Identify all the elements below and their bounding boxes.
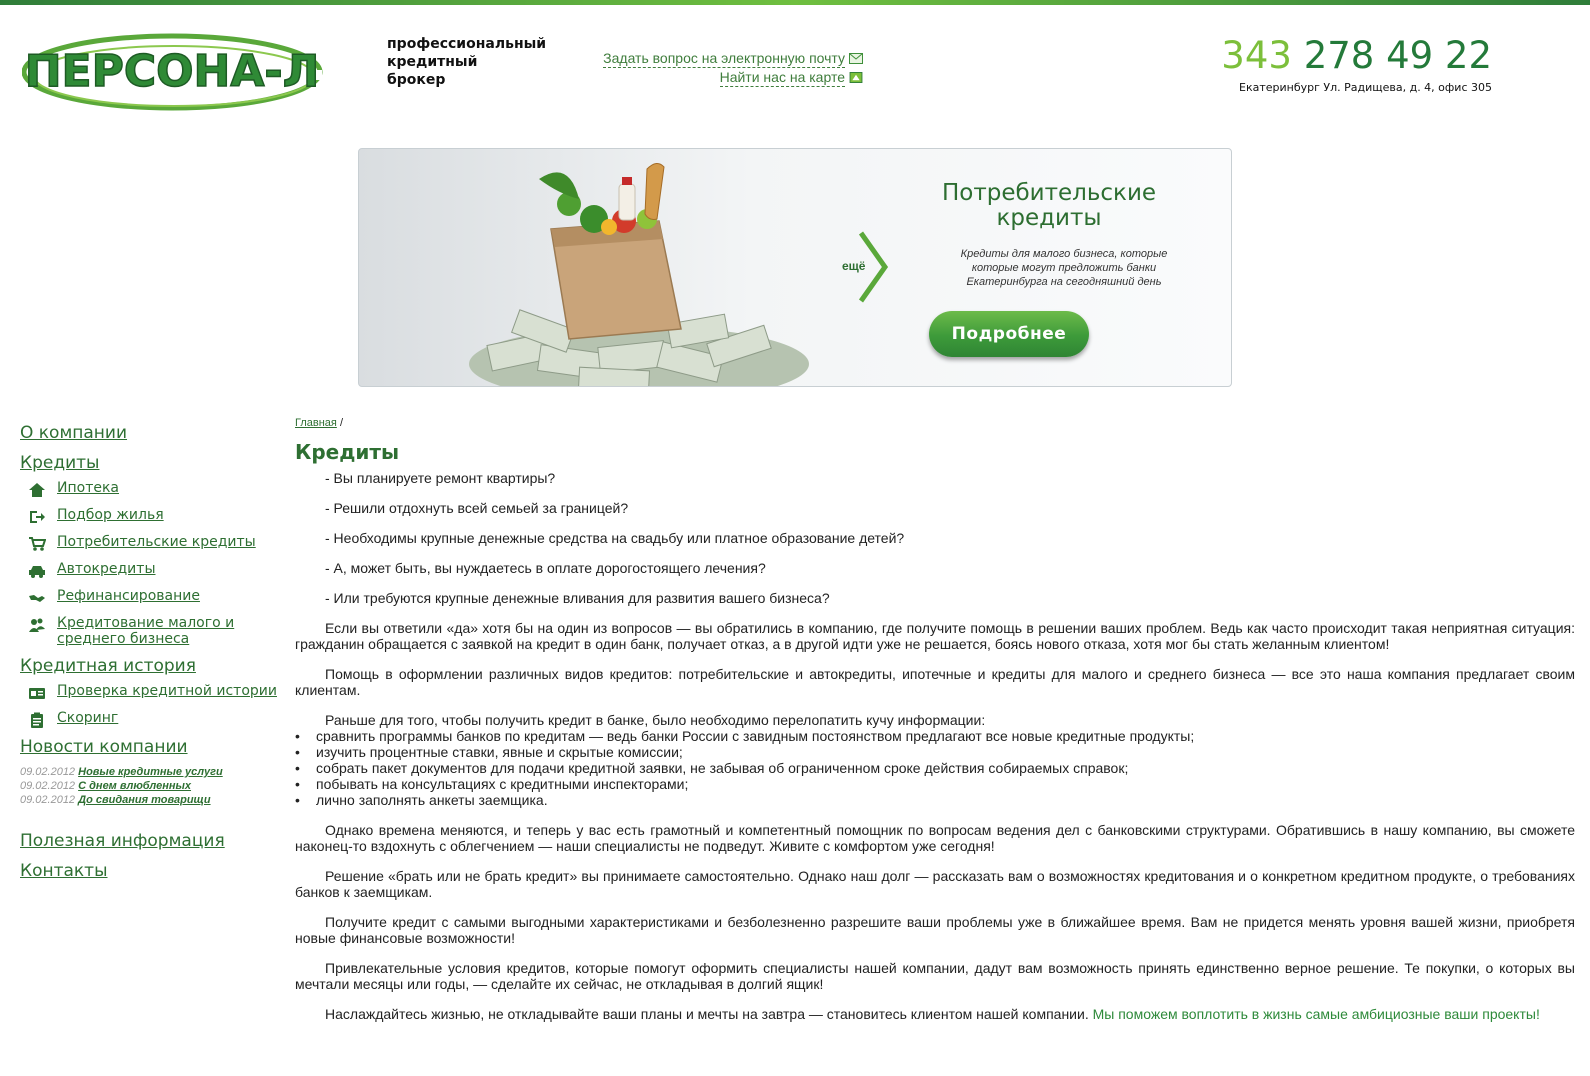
clipboard-icon bbox=[28, 712, 46, 728]
news-list bbox=[20, 765, 280, 807]
credits-submenu bbox=[20, 480, 280, 647]
cart-icon bbox=[28, 536, 46, 552]
paragraph: Раньше для того, чтобы получить кредит в банке, было необходимо перелопатить кучу информации: bbox=[325, 712, 986, 728]
sidebar-nav bbox=[20, 423, 280, 891]
news-item bbox=[20, 779, 280, 793]
sidebar-item-auto[interactable] bbox=[20, 561, 280, 579]
address: Екатеринбург Ул. Радищева, д. 4, офис 305 bbox=[1239, 81, 1492, 94]
car-icon bbox=[28, 563, 46, 579]
sidebar-item-scoring[interactable] bbox=[20, 710, 280, 728]
closing-highlight: Мы поможем воплотить в жизнь самые амбициозные ваши проекты! bbox=[1092, 1006, 1540, 1022]
paragraph: Привлекательные условия кредитов, которые помогут оформить специалисты нашей компании, дадут вам возможность принять единственно верное решение. Те покупки, о которых вы мечтали месяцы или годы, — сделайте их сейчас, не откладывая в долгий ящик! bbox=[295, 960, 1575, 992]
list-item: • побывать на консультациях с кредитными инспекторами; bbox=[295, 776, 1575, 792]
sidebar-item-label[interactable]: Автокредиты bbox=[57, 561, 156, 577]
nav-credit-history[interactable]: Кредитная история bbox=[20, 656, 196, 676]
news-date: 09.02.2012 bbox=[20, 780, 76, 792]
news-date: 09.02.2012 bbox=[20, 766, 76, 778]
sidebar-item-label[interactable]: Ипотека bbox=[57, 480, 119, 496]
steps-list bbox=[295, 728, 1575, 808]
paragraph: Помощь в оформлении различных видов кредитов: потребительские и автокредиты, ипотечные и кредиты для малого и среднего бизнеса — все это наша компания предлагает своим клиентам. bbox=[295, 666, 1575, 698]
paragraph: Получите кредит с самыми выгодными характеристиками и безболезненно разрешите ваши проблемы уже в ближайшее время. Вам не придется менять уровня вашей жизни, приобретя новые финансовые возможности! bbox=[295, 914, 1575, 946]
tagline-line: профессиональный bbox=[387, 36, 547, 52]
sidebar-item-mortgage[interactable] bbox=[20, 480, 280, 498]
list-item: • сравнить программы банков по кредитам — ведь банки России с завидным постоянством предлагают все новые кредитные продукты; bbox=[295, 728, 1575, 744]
closing-paragraph bbox=[295, 1006, 1575, 1022]
news-item bbox=[20, 765, 280, 779]
sidebar-item-label[interactable]: Скоринг bbox=[57, 710, 119, 726]
news-item bbox=[20, 793, 280, 807]
envelope-icon[interactable] bbox=[849, 53, 863, 64]
list-item: • собрать пакет документов для подачи кредитной заявки, не забывая об ограниченном сроке действия собираемых справок; bbox=[295, 760, 1575, 776]
chevron-right-icon[interactable] bbox=[857, 229, 891, 305]
id-card-icon bbox=[28, 685, 46, 701]
paragraph: Если вы ответили «да» хотя бы на один из вопросов — вы обратились в компанию, где получите помощь в решении ваших проблем. Ведь как часто происходит такая неприятная ситуация: гражданин обращается с заявкой на кредит в один банк, получает отказ, а в другой идти уже не решается, боясь нового отказа, хотя мог бы стать желанным клиентом! bbox=[295, 620, 1575, 652]
sidebar-item-label[interactable]: Потребительские кредиты bbox=[57, 534, 256, 550]
logo[interactable] bbox=[22, 26, 326, 114]
map-icon[interactable] bbox=[849, 72, 863, 83]
list-item: • лично заполнять анкеты заемщика. bbox=[295, 792, 1575, 808]
question-line: - Необходимы крупные денежные средства на свадьбу или платное образование детей? bbox=[325, 530, 905, 546]
paragraph: Решение «брать или не брать кредит» вы принимаете самостоятельно. Однако наш долг — рассказать вам о возможностях кредитования и о конкретном кредитном продукте, о требованиях банков к заемщикам. bbox=[295, 868, 1575, 900]
closing-text: Наслаждайтесь жизнью, не откладывайте ваши планы и мечты на завтра — становитесь клиентом нашей компании. bbox=[325, 1006, 1089, 1022]
sidebar-item-refinance[interactable] bbox=[20, 588, 280, 606]
logo-text: ПЕРСОНА-Л bbox=[24, 46, 320, 97]
sidebar-item-check-history[interactable] bbox=[20, 683, 280, 701]
nav-news[interactable]: Новости компании bbox=[20, 737, 188, 757]
phone-main: 278 49 22 bbox=[1303, 34, 1492, 77]
nav-contacts[interactable]: Контакты bbox=[20, 861, 108, 881]
more-label[interactable]: ещё bbox=[842, 259, 866, 273]
nav-about[interactable]: О компании bbox=[20, 423, 128, 443]
sidebar-item-label[interactable]: Кредитование малого и среднего бизнеса bbox=[57, 615, 235, 647]
question-line: - А, может быть, вы нуждаетесь в оплате дорогостоящего лечения? bbox=[325, 560, 766, 576]
nav-useful-info[interactable]: Полезная информация bbox=[20, 831, 225, 851]
news-title-link[interactable]: Новые кредитные услуги bbox=[78, 766, 223, 778]
question-line: - Или требуются крупные денежные вливания для развития вашего бизнеса? bbox=[325, 590, 830, 606]
breadcrumb bbox=[295, 415, 1575, 431]
banner-title: Потребительские кредиты bbox=[941, 180, 1157, 231]
breadcrumb-home-link[interactable]: Главная bbox=[295, 417, 337, 429]
main-content bbox=[295, 415, 1575, 1036]
grocery-bag-money-illustration bbox=[419, 149, 839, 386]
phone-code: 343 bbox=[1221, 34, 1292, 77]
banner-description: Кредиты для малого бизнеса, которые которые могут предложить банки Екатеринбурга на сегодняшний день bbox=[960, 248, 1168, 288]
list-item: • изучить процентные ставки, явные и скрытые комиссии; bbox=[295, 744, 1575, 760]
tagline-line: кредитный bbox=[387, 54, 478, 70]
news-date: 09.02.2012 bbox=[20, 794, 76, 806]
top-accent-bar bbox=[0, 0, 1590, 5]
sidebar-item-label[interactable]: Рефинансирование bbox=[57, 588, 200, 604]
page-title: Кредиты bbox=[295, 440, 400, 464]
tagline-line: брокер bbox=[387, 72, 446, 88]
breadcrumb-separator: / bbox=[339, 417, 343, 429]
paragraph: Однако времена меняются, и теперь у вас есть грамотный и компетентный помощник по вопросам ведения дел с банковскими структурами. Обратившись в нашу компанию, вы сможете наконец-то вздохнуть с облегчением — наши специалисты не подведут. Живите с комфортом уже сегодня! bbox=[295, 822, 1575, 854]
question-line: - Вы планируете ремонт квартиры? bbox=[325, 470, 556, 486]
house-icon bbox=[28, 482, 46, 498]
promo-banner bbox=[358, 148, 1232, 387]
nav-credits[interactable]: Кредиты bbox=[20, 453, 100, 473]
ask-email-link[interactable]: Задать вопрос на электронную почту bbox=[603, 50, 845, 66]
contact-links bbox=[603, 49, 863, 87]
sidebar-item-label[interactable]: Проверка кредитной истории bbox=[57, 683, 277, 699]
sidebar-item-consumer[interactable] bbox=[20, 534, 280, 552]
find-map-link[interactable]: Найти нас на карте bbox=[719, 69, 845, 85]
handshake-icon bbox=[28, 590, 46, 606]
sidebar-item-label[interactable]: Подбор жилья bbox=[57, 507, 164, 523]
people-icon bbox=[28, 617, 46, 633]
tagline bbox=[387, 35, 546, 89]
news-title-link[interactable]: До свидания товарищи bbox=[78, 794, 211, 806]
enter-arrow-icon bbox=[28, 509, 46, 525]
sidebar-item-business[interactable] bbox=[20, 615, 280, 647]
sidebar-item-housing[interactable] bbox=[20, 507, 280, 525]
history-submenu bbox=[20, 683, 280, 728]
details-button[interactable]: Подробнее bbox=[929, 311, 1089, 357]
phone-number[interactable] bbox=[1221, 34, 1492, 77]
news-title-link[interactable]: С днем влюбленных bbox=[78, 780, 192, 792]
question-line: - Решили отдохнуть всей семьей за границей? bbox=[325, 500, 629, 516]
